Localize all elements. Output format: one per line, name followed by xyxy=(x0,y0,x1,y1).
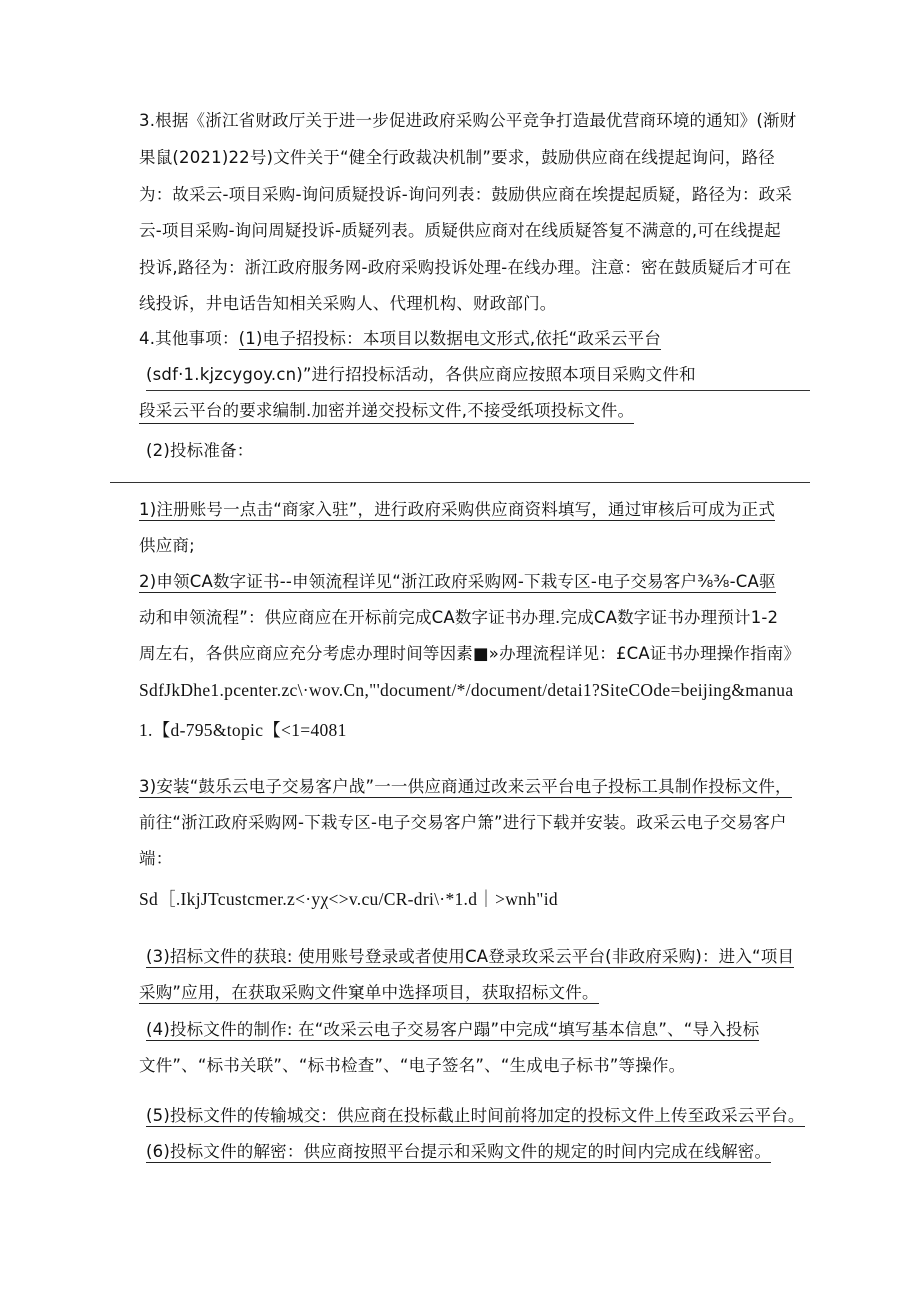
section3-line-5: 投诉,路径为：浙江政府服务网-政府采购投诉处理-在线办理。注意：密在鼓质疑后才可在 xyxy=(139,258,792,277)
step4-line-2: 文件”、“标书关联”、“标书检查”、“电子签名”、“生成电子标书”等操作。 xyxy=(139,1056,686,1075)
section4-line-2: (sdf·1.kjzcygoy.cn)”进行招投标活动，各供应商应按照本项目采购文件和 xyxy=(146,365,696,384)
section4-prefix: 4.其他事项： xyxy=(139,329,239,348)
step5-line xyxy=(146,1105,805,1127)
prep-item2-text-1: 2)申领CA数字证书--申领流程详见“浙江政府采购网-下栽专区-电子交易客户⅜⅜-CA驱 xyxy=(139,572,776,591)
step3-text-2: 采购”应用，在获取采购文件窠单中选择项目，获取招标文件。 xyxy=(139,983,599,1002)
prep-item3-text-1: 3)安装“鼓乐云电子交易客户战”一一供应商通过改来云平台电子投标工具制作投标文件， xyxy=(139,777,792,796)
section3-line-6: 线投诉，井电话告知相关采购人、代理机构、财政部门。 xyxy=(139,294,557,313)
prep-item1-text-1: 1)注册账号一点击“商家入驻”，进行政府采购供应商资料填写，通过审核后可成为正式 xyxy=(139,500,776,519)
prep-item2-url-2: 1.【d-795&topic【<1=4081 xyxy=(139,720,347,740)
section4-line-1 xyxy=(139,328,661,350)
prep-item3-line-3: 端： xyxy=(139,849,173,868)
section4-etendering-intro: (1)电子招投标：本项目以数据电文形式,依托“政采云平台 xyxy=(238,329,661,348)
step3-line-1 xyxy=(146,946,794,968)
prep-item2-url-1: SdfJkDhe1.pcenter.zc\·wov.Cn,"'document/*/document/detai1?SiteCOde=beijing&manua xyxy=(139,680,794,700)
prep-item2-line-1 xyxy=(139,571,776,593)
step6-text: (6)投标文件的解密：供应商按照平台提示和采购文件的规定的时间内完成在线解密。 xyxy=(146,1142,772,1161)
section3-line-3: 为：故采云-项目采购-询问质疑投诉-询问列表：鼓励供应商在埃提起质疑，路径为：政采 xyxy=(139,185,793,204)
section3-line-1: 3.根据《浙江省财政厅关于进一步促进政府采购公平竞争打造最优营商环境的通知》(渐财 xyxy=(139,111,797,130)
step5-text: (5)投标文件的传输城交：供应商在投标截止时间前将加定的投标文件上传至政采云平台。 xyxy=(146,1106,805,1125)
prep-item1-line-2: 供应商; xyxy=(139,536,195,555)
prep-item1-line-1 xyxy=(139,499,775,521)
step4-line-1 xyxy=(146,1019,759,1041)
prep-item3-url: Sd［.IkjJTcustcmer.z<·yχ<>v.cu/CR-dri\·*1.d｜>wnh"id xyxy=(139,889,558,909)
prep-heading: (2)投标准备： xyxy=(146,441,254,460)
step3-text-1: (3)招标文件的获琅: 使用账号登录或者使用CA登录玫采云平台(非政府采购)：进入“项目 xyxy=(146,947,795,966)
prep-item3-line-1 xyxy=(139,776,792,798)
section3-line-2: 果鼠(2021)22号)文件关于“健全行政裁决机制”要求，鼓励供应商在线提起询问，路径 xyxy=(139,148,775,167)
prep-separator-rule xyxy=(110,482,810,483)
step4-text-1: (4)投标文件的制作: 在“改采云电子交易客户蹋”中完成“填写基本信息”、“导入投标 xyxy=(146,1020,760,1039)
prep-item2-line-3: 周左右，各供应商应充分考虑办理时间等因素■»办理流程详见：£CA证书办理操作指南》 xyxy=(139,644,801,663)
prep-item3-line-2: 前往“浙江政府采购网-下栽专区-电子交易客户箫”进行下载并安装。政采云电子交易客户 xyxy=(139,813,787,832)
section4-underline-rule xyxy=(146,390,810,391)
step3-line-2 xyxy=(139,982,599,1004)
step6-line xyxy=(146,1141,771,1163)
section4-line-3: 段采云平台的要求编制.加密并递交投标文件,不接受纸项投标文件。 xyxy=(139,400,634,424)
section3-line-4: 云-项目采购-询问周疑投诉-质疑列表。质疑供应商对在线质疑答复不满意的,可在线提起 xyxy=(139,221,781,240)
prep-item2-line-2: 动和申领流程”：供应商应在开标前完成CA数字证书办理.完成CA数字证书办理预计1-2 xyxy=(139,608,779,627)
